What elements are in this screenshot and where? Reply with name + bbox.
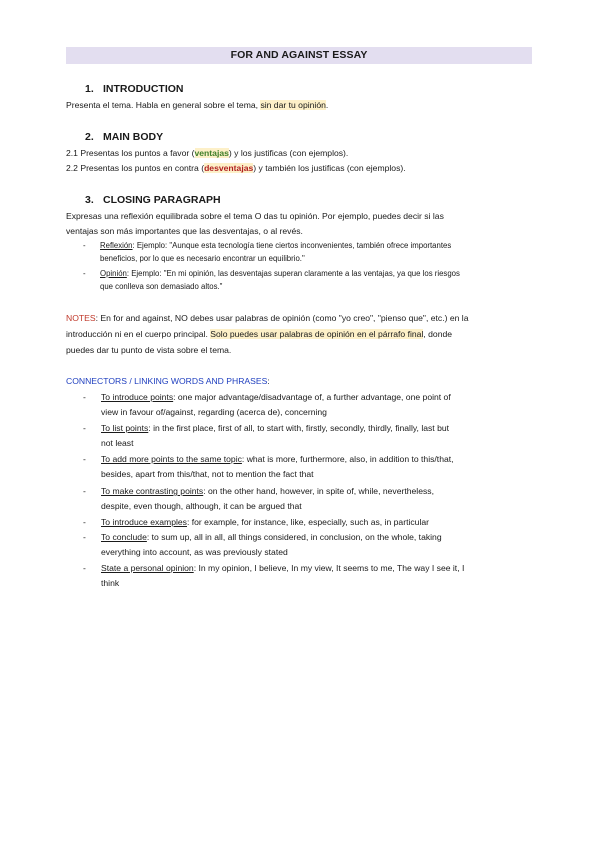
bullet-dash: -: [83, 532, 86, 542]
intro-text-end: .: [325, 100, 329, 110]
connector-text-cont: besides, apart from this/that, not to mention the fact that: [101, 468, 314, 479]
bullet-dash: -: [83, 486, 86, 496]
connector-text: : one major advantage/disadvantage of, a further advantage, one point of: [173, 392, 451, 402]
connector-label: To introduce examples: [101, 517, 187, 527]
main-body-text: 2.2 Presentas los puntos en contra (: [66, 163, 205, 173]
connectors-heading: [66, 374, 270, 389]
bullet-dash: -: [83, 423, 86, 433]
example-opinion: [83, 268, 460, 293]
section-title: MAIN BODY: [103, 131, 164, 143]
main-body-line-1: [66, 146, 348, 161]
notes-line-1: [66, 311, 469, 326]
bullet-dash: -: [83, 269, 86, 278]
bullet-dash: -: [83, 392, 86, 402]
connector-label: To make contrasting points: [101, 486, 204, 496]
connector-label: State a personal opinion: [101, 563, 194, 573]
intro-highlight: sin dar tu opinión: [260, 100, 326, 110]
example-text-cont: beneficios, por lo que es necesario encontrar un equilibrio.": [100, 253, 305, 263]
connector-text: : on the other hand, however, in spite of, while, nevertheless,: [203, 486, 434, 496]
connector-item: [83, 561, 464, 590]
notes-line-2: [66, 327, 452, 342]
bullet-dash: -: [83, 454, 86, 464]
connector-text-cont: think: [101, 577, 120, 588]
section-title: INTRODUCTION: [103, 83, 184, 95]
connector-text-cont: everything into account, as was previously stated: [101, 546, 288, 557]
connectors-heading-colon: :: [267, 376, 270, 386]
intro-text: Presenta el tema. Habla en general sobre el tema,: [66, 100, 261, 110]
section-heading-main-body: [85, 131, 163, 143]
desventajas-word: desventajas: [204, 163, 254, 173]
bullet-dash: -: [83, 517, 86, 527]
main-body-text: 2.1 Presentas los puntos a favor (: [66, 148, 195, 158]
example-label: Opinión: [100, 269, 127, 278]
connector-item: [83, 390, 451, 419]
connector-label: To conclude: [101, 532, 147, 542]
connector-label: To list points: [101, 423, 149, 433]
example-label: Reflexión: [100, 241, 133, 250]
notes-line-3: puedes dar tu punto de vista sobre el tema.: [66, 345, 232, 355]
bullet-dash: -: [83, 563, 86, 573]
bullet-dash: -: [83, 241, 86, 250]
section-heading-closing: [85, 194, 221, 206]
connector-text-cont: despite, even though, although, it can be argued that: [101, 500, 302, 511]
connector-text: : for example, for instance, like, especially, such as, in particular: [186, 517, 429, 527]
section-heading-introduction: [85, 83, 184, 95]
notes-text: , donde: [423, 329, 453, 339]
connector-label: To introduce points: [101, 392, 174, 402]
main-body-text: ) y los justificas (con ejemplos).: [228, 148, 349, 158]
connector-item: [83, 484, 434, 513]
connector-text-cont: not least: [101, 437, 134, 448]
example-text-cont: que conlleva son demasiado altos.": [100, 281, 223, 291]
notes-text: introducción ni en el cuerpo principal.: [66, 329, 211, 339]
section-title: CLOSING PARAGRAPH: [103, 194, 221, 206]
notes-text: : En for and against, NO debes usar palabras de opinión (como "yo creo", "pienso que", etc.) en la: [95, 313, 469, 323]
ventajas-word: ventajas: [194, 148, 229, 158]
connector-text: : what is more, furthermore, also, in addition to this/that,: [241, 454, 454, 464]
example-text: : Ejemplo: "Aunque esta tecnología tiene ciertos inconvenientes, también ofrece importantes: [132, 241, 452, 250]
notes-highlight: Solo puedes usar palabras de opinión en el párrafo final: [210, 329, 424, 339]
closing-line-1: Expresas una reflexión equilibrada sobre el tema O das tu opinión. Por ejemplo, puedes decir si las: [66, 211, 444, 221]
document-title: FOR AND AGAINST ESSAY: [66, 47, 532, 64]
intro-paragraph: [66, 98, 328, 113]
main-body-text: ) y también los justificas (con ejemplos).: [253, 163, 406, 173]
connector-text-cont: view in favour of/against, regarding (acerca de), concerning: [101, 406, 327, 417]
connector-label: To add more points to the same topic: [101, 454, 242, 464]
connector-item: [83, 421, 449, 450]
connector-text: : in the first place, first of all, to start with, firstly, secondly, thirdly, finally, last but: [148, 423, 450, 433]
section-number: 2.: [85, 131, 94, 143]
connector-item: [83, 515, 429, 530]
connectors-heading-text: CONNECTORS / LINKING WORDS AND PHRASES: [66, 376, 268, 386]
main-body-line-2: [66, 161, 406, 176]
connector-item: [83, 452, 454, 481]
connector-item: [83, 530, 442, 559]
notes-label: NOTES: [66, 313, 96, 323]
section-number: 1.: [85, 83, 94, 95]
example-text: : Ejemplo: "En mi opinión, las desventajas superan claramente a las ventajas, ya que los riesgos: [126, 269, 460, 278]
closing-line-2: ventajas son más importantes que las desventajas, o al revés.: [66, 226, 303, 236]
section-number: 3.: [85, 194, 94, 206]
connector-text: : In my opinion, I believe, In my view, It seems to me, The way I see it, I: [193, 563, 465, 573]
connector-text: : to sum up, all in all, all things considered, in conclusion, on the whole, taking: [146, 532, 442, 542]
example-reflexion: [83, 240, 451, 265]
